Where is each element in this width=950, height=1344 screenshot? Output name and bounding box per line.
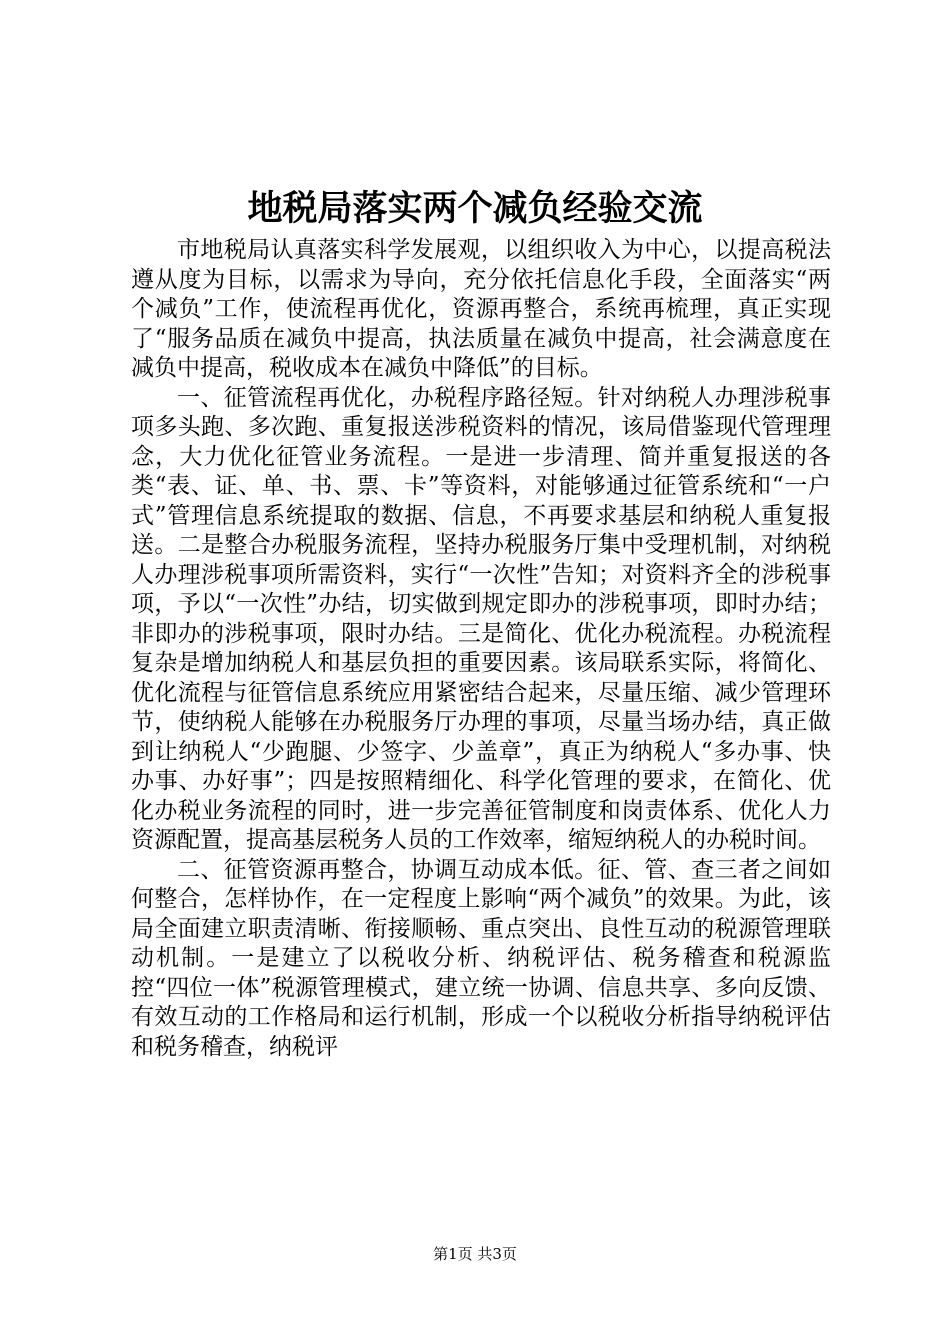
document-body bbox=[131, 236, 831, 1062]
page-footer: 第1页 共3页 bbox=[433, 1245, 517, 1263]
paragraph-intro: 市地税局认真落实科学发展观，以组织收入为中心，以提高税法遵从度为目标，以需求为导向，充分依托信息化手段，全面落实“两个减负”工作，使流程再优化，资源再整合，系统再梳理，真正实现了“服务品质在减负中提高，执法质量在减负中提高，社会满意度在减负中提高，税收成本在减负中降低”的目标。 bbox=[131, 237, 831, 381]
paragraph-section-1: 一、征管流程再优化，办税程序路径短。针对纳税人办理涉税事项多头跑、多次跑、重复报送涉税资料的情况，该局借鉴现代管理理念，大力优化征管业务流程。一是进一步清理、简并重复报送的各类“表、证、单、书、票、卡”等资料，对能够通过征管系统和“一户式”管理信息系统提取的数据、信息，不再要求基层和纳税人重复报送。二是整合办税服务流程，坚持办税服务厅集中受理机制，对纳税人办理涉税事项所需资料，实行“一次性”告知；对资料齐全的涉税事项，予以“一次性”办结，切实做到规定即办的涉税事项，即时办结；非即办的涉税事项，限时办结。三是简化、优化办税流程。办税流程复杂是增加纳税人和基层负担的重要因素。该局联系实际，将简化、优化流程与征管信息系统应用紧密结合起来，尽量压缩、减少管理环节，使纳税人能够在办税服务厅办理的事项，尽量当场办结，真正做到让纳税人“少跑腿、少签字、少盖章”，真正为纳税人“多办事、快办事、办好事”；四是按照精细化、科学化管理的要求，在简化、优化办税业务流程的同时，进一步完善征管制度和岗责体系、优化人力资源配置，提高基层税务人员的工作效率，缩短纳税人的办税时间。 bbox=[131, 384, 831, 853]
paragraph-section-2: 二、征管资源再整合，协调互动成本低。征、管、查三者之间如何整合，怎样协作，在一定程度上影响“两个减负”的效果。为此，该局全面建立职责清晰、衔接顺畅、重点突出、良性互动的税源管理联动机制。一是建立了以税收分析、纳税评估、税务稽查和税源监控“四位一体”税源管理模式，建立统一协调、信息共享、多向反馈、有效互动的工作格局和运行机制，形成一个以税收分析指导纳税评估和税务稽查，纳税评 bbox=[131, 856, 831, 1060]
document-title: 地税局落实两个减负经验交流 bbox=[247, 188, 703, 229]
